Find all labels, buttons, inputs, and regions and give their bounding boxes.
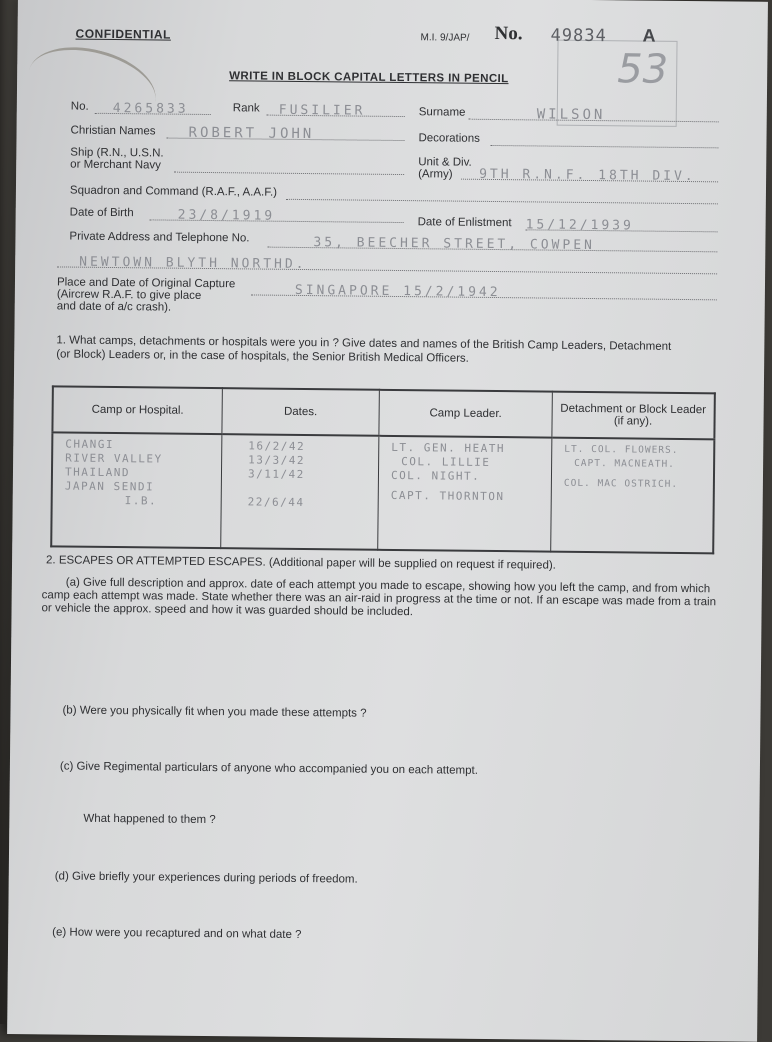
- camps-table-row: [51, 432, 714, 553]
- christian-names-label: Christian Names: [70, 124, 156, 138]
- serial-no-label: No.: [494, 22, 523, 45]
- binding-string: [20, 35, 164, 138]
- christian-names-field: [166, 124, 404, 141]
- ship-label-line2: or Merchant Navy: [70, 158, 162, 172]
- camps-table-header-row: [52, 386, 714, 439]
- camp-entry: I.B.: [124, 494, 158, 508]
- date-of-enlistment-label: Date of Enlistment: [417, 216, 512, 230]
- address-line1-field: [267, 233, 717, 253]
- ship-label: [70, 147, 164, 172]
- camp-leader-entry: COL. NIGHT.: [390, 468, 481, 483]
- date-entry: [248, 481, 372, 496]
- date-entry: 13/3/42: [248, 453, 306, 468]
- surname-field: [469, 105, 719, 123]
- classification-label: CONFIDENTIAL: [75, 26, 171, 42]
- address-line2-value: NEWTOWN BLYTH NORTHD.: [79, 254, 307, 273]
- camp-leader-entry: CAPT. THORNTON: [390, 488, 505, 504]
- date-of-birth-field: [150, 205, 404, 223]
- serial-suffix: A: [642, 25, 656, 46]
- unit-value: 9TH R.N.F. 18TH DIV.: [479, 166, 696, 185]
- date-of-enlistment-value: 15/12/1939: [525, 217, 634, 234]
- detachment-leader-entry: COL. MAC OSTRICH.: [563, 477, 679, 490]
- date-of-birth-value: 23/8/1919: [177, 207, 276, 224]
- date-of-enlistment-field: [526, 215, 718, 232]
- camp-entry: CHANGI: [65, 437, 115, 452]
- unit-label-line2: (Army): [418, 168, 453, 181]
- no-field: [95, 99, 211, 115]
- detachment-leader-column: [551, 438, 715, 554]
- address-label: Private Address and Telephone No.: [69, 230, 250, 245]
- pencil-instruction: WRITE IN BLOCK CAPITAL LETTERS IN PENCIL: [229, 70, 509, 86]
- ship-label-line1: Ship (R.N., U.S.N.: [70, 146, 164, 160]
- camp-leader-column: [378, 436, 552, 552]
- section2-question-c-followup: What happened to them ?: [83, 812, 216, 827]
- header-camp-leader: Camp Leader.: [379, 390, 552, 438]
- rank-field: [267, 101, 405, 117]
- handwritten-number: 53: [617, 46, 669, 93]
- no-value: 4265833: [112, 100, 189, 117]
- rank-label: Rank: [232, 102, 260, 115]
- detachment-leader-entry: CAPT. MACNEATH.: [574, 457, 675, 470]
- date-entry: 16/2/42: [248, 439, 306, 454]
- camp-entry: JAPAN SENDI: [64, 479, 155, 494]
- date-of-birth-label: Date of Birth: [69, 206, 134, 220]
- unit-label-line1: Unit & Div.: [418, 156, 472, 169]
- surname-label: Surname: [418, 106, 466, 119]
- header-camp-or-hospital: Camp or Hospital.: [52, 386, 222, 434]
- header-detachment-leader: Detachment or Block Leader (if any).: [552, 392, 715, 440]
- document-page: [7, 0, 768, 1042]
- form-reference: M.I. 9/JAP/: [420, 32, 470, 44]
- ship-field: [174, 158, 404, 175]
- decorations-label: Decorations: [418, 132, 480, 145]
- date-entry: 3/11/42: [247, 467, 305, 482]
- capture-label-line3: and date of a/c crash).: [56, 300, 172, 314]
- camps-table: [50, 385, 716, 554]
- squadron-field: [286, 185, 718, 205]
- camp-entry: RIVER VALLEY: [65, 451, 163, 466]
- address-line1-value: 35, BEECHER STREET, COWPEN: [313, 235, 595, 254]
- header-dates: Dates.: [222, 388, 379, 436]
- camp-column: [51, 432, 222, 548]
- camp-leader-entry: LT. GEN. HEATH: [391, 440, 506, 456]
- no-label: No.: [70, 100, 89, 113]
- section2-question-a: (a) Give full description and approx. date of each attempt you made to escape, showing how you left the camp, and from which camp each attempt was made. State whether there was an air-raid in progress at the time or not. If an escape was made from a train or vehicle the approx. speed and how it was guarded should be included.: [41, 576, 717, 619]
- rank-value: FUSILIER: [278, 102, 366, 119]
- capture-label-line2: (Aircrew R.A.F. to give place: [56, 288, 202, 302]
- capture-value: SINGAPORE 15/2/1942: [294, 282, 501, 301]
- detachment-leader-entry: LT. COL. FLOWERS.: [564, 443, 679, 456]
- address-line2-field: [57, 252, 717, 274]
- section2-question-b: (b) Were you physically fit when you made these attempts ?: [62, 704, 367, 720]
- section2-question-c: (c) Give Regimental particulars of anyone who accompanied you on each attempt.: [59, 760, 479, 777]
- decorations-field: [490, 131, 718, 148]
- camp-leader-entry: COL. LILLIE: [401, 455, 491, 469]
- serial-number: 49834: [550, 25, 607, 47]
- section2-heading: 2. ESCAPES OR ATTEMPTED ESCAPES. (Additional paper will be supplied on request if required).: [46, 554, 556, 572]
- dates-column: [221, 434, 379, 550]
- capture-label-line1: Place and Date of Original Capture: [56, 276, 236, 291]
- section2-question-d: (d) Give briefly your experiences during periods of freedom.: [54, 870, 358, 886]
- date-entry: 22/6/44: [247, 495, 305, 510]
- christian-names-value: ROBERT JOHN: [188, 124, 315, 143]
- squadron-label: Squadron and Command (R.A.F., A.A.F.): [69, 184, 278, 199]
- section2-question-e: (e) How were you recaptured and on what date ?: [52, 926, 302, 942]
- surname-value: WILSON: [536, 106, 606, 124]
- capture-field: [251, 280, 717, 300]
- camp-entry: THAILAND: [64, 465, 131, 480]
- capture-label: [57, 276, 236, 314]
- section1-question-line2: (or Block) Leaders or, in the case of hospitals, the Senior British Medical Officers.: [56, 348, 469, 365]
- unit-field: [461, 165, 718, 183]
- section1-question-line1: 1. What camps, detachments or hospitals were you in ? Give dates and names of the British Camp Leaders, Detachment: [56, 334, 672, 353]
